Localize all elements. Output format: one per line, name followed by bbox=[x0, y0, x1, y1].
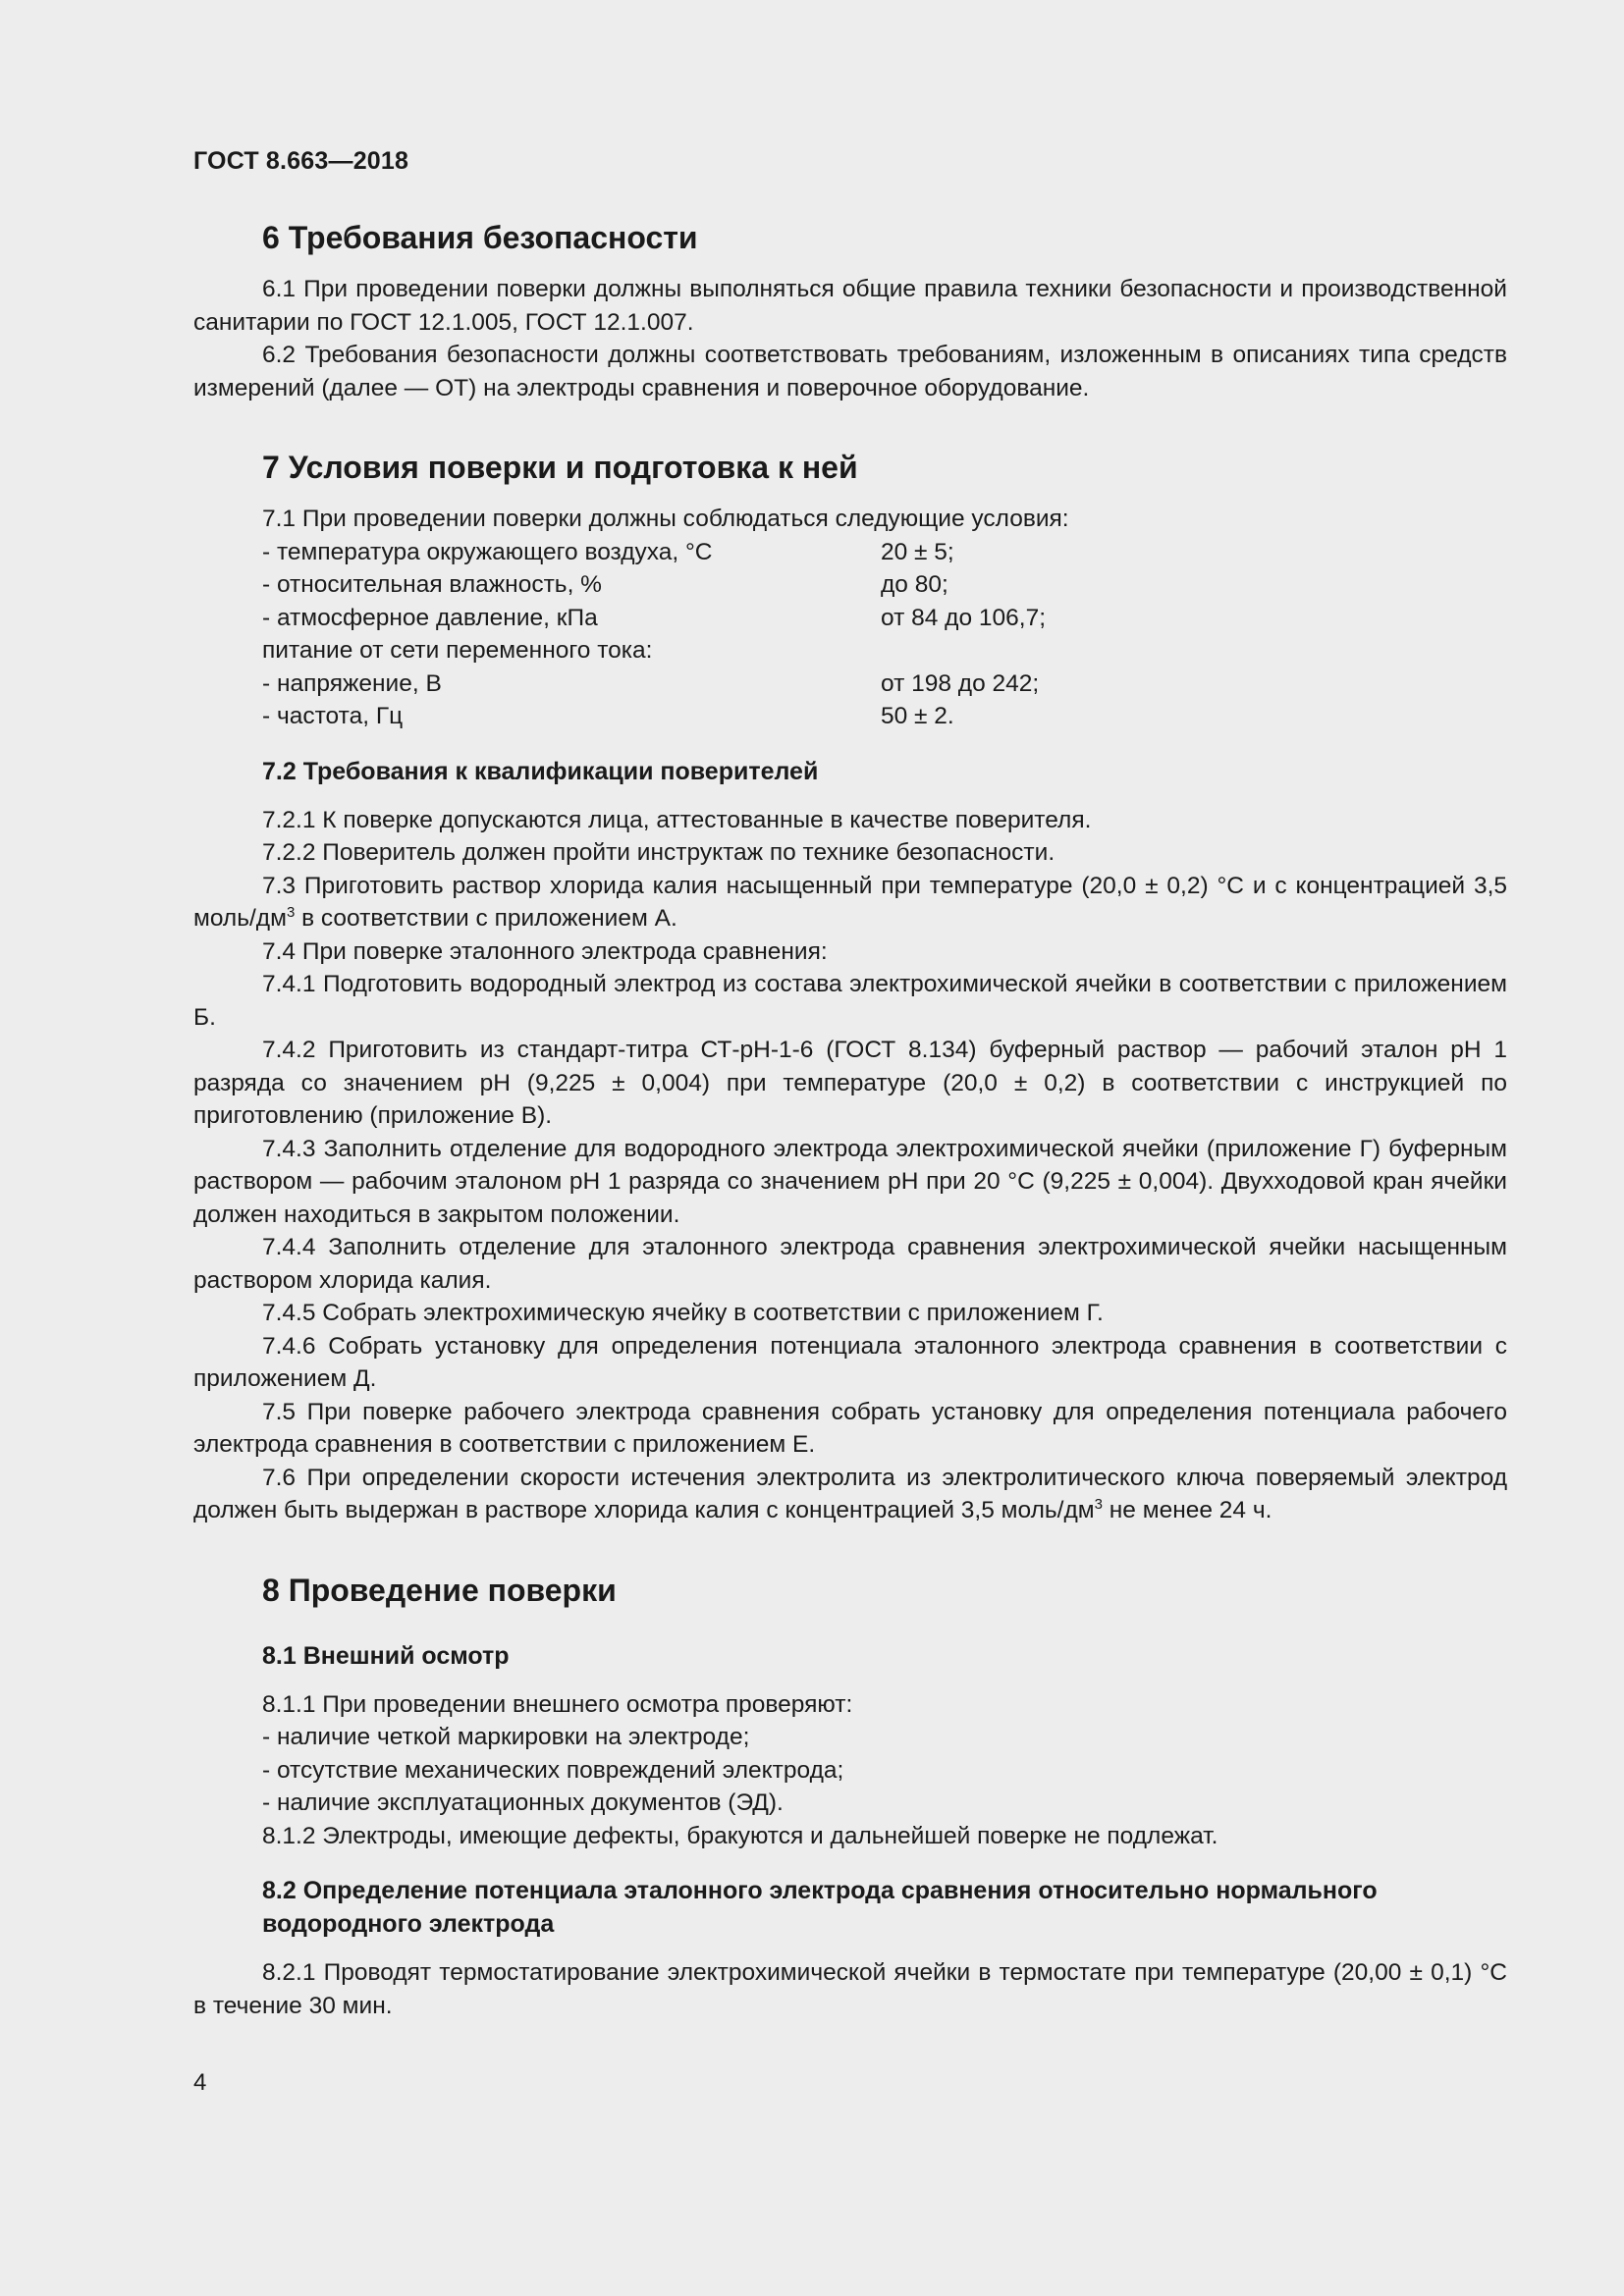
paragraph-6-2: 6.2 Требования безопасности должны соответствовать требованиям, изложенным в описаниях типа средств измерений (далее — ОТ) на электроды сравнения и поверочное оборудование. bbox=[193, 342, 1507, 401]
paragraph-8-1-1: 8.1.1 При проведении внешнего осмотра проверяют: bbox=[262, 1690, 853, 1718]
paragraph-7-4-5: 7.4.5 Собрать электрохимическую ячейку в соответствии с приложением Г. bbox=[262, 1300, 1104, 1326]
condition-row: - относительная влажность, % до 80; bbox=[262, 571, 948, 598]
subsection-8-1-title: 8.1 Внешний осмотр bbox=[262, 1641, 510, 1670]
condition-row: питание от сети переменного тока: bbox=[262, 637, 653, 664]
paragraph-7-1: 7.1 При проведении поверки должны соблюдаться следующие условия: bbox=[262, 506, 1069, 532]
subsection-8-2-title: 8.2 Определение потенциала эталонного электрода сравнения относительно нормального водородного электрода bbox=[262, 1877, 1378, 1938]
paragraph-7-4-3: 7.4.3 Заполнить отделение для водородного электрода электрохимической ячейки (приложение Г) буферным раствором — рабочим эталоном рН 1 разряда со значением рН при 20 °С (9,225 ± 0,004). Двухходовой кран ячейки должен находиться в закрытом положении. bbox=[193, 1135, 1507, 1228]
paragraph-6-1: 6.1 При проведении поверки должны выполняться общие правила техники безопасности и производственной санитарии по ГОСТ 12.1.005, ГОСТ 12.1.007. bbox=[193, 276, 1507, 336]
paragraph-7-2-1: 7.2.1 К поверке допускаются лица, аттестованные в качестве поверителя. bbox=[262, 806, 1092, 833]
condition-row: - частота, Гц 50 ± 2. bbox=[262, 703, 954, 729]
paragraph-8-1-2: 8.1.2 Электроды, имеющие дефекты, бракуются и дальнейшей поверке не подлежат. bbox=[262, 1822, 1218, 1849]
condition-row: - атмосферное давление, кПа от 84 до 106,7; bbox=[262, 604, 1047, 631]
paragraph-8-2-1: 8.2.1 Проводят термостатирование электрохимической ячейки в термостате при температуре (20,00 ± 0,1) °С в течение 30 мин. bbox=[193, 1959, 1507, 2019]
section-6-title: 6 Требования безопасности bbox=[262, 220, 698, 255]
conditions-list bbox=[193, 536, 1507, 733]
superscript: 3 bbox=[1094, 1495, 1103, 1513]
list-item: - отсутствие механических повреждений электрода; bbox=[262, 1756, 844, 1784]
paragraph-7-6: 7.6 При определении скорости истечения электролита из электролитического ключа поверяемый электрод должен быть выдержан в растворе хлорида калия с концентрацией 3,5 моль/$дм^3$ не менее 24 ч. bbox=[193, 1464, 1507, 1523]
page-number: 4 bbox=[193, 2069, 207, 2096]
condition-row: - напряжение, В от 198 до 242; bbox=[262, 669, 1040, 697]
document-header: ГОСТ 8.663—2018 bbox=[193, 147, 409, 175]
inspection-list bbox=[193, 1721, 1507, 1820]
list-item: - наличие эксплуатационных документов (ЭД). bbox=[262, 1789, 784, 1816]
paragraph-7-5: 7.5 При поверке рабочего электрода сравнения собрать установку для определения потенциала рабочего электрода сравнения в соответствии с приложением Е. bbox=[193, 1398, 1507, 1458]
list-item: - наличие четкой маркировки на электроде; bbox=[262, 1724, 750, 1750]
subsection-7-2-title: 7.2 Требования к квалификации поверителей bbox=[262, 757, 819, 785]
paragraph-7-2-2: 7.2.2 Поверитель должен пройти инструктаж по технике безопасности. bbox=[262, 839, 1056, 866]
paragraph-7-4-2: 7.4.2 Приготовить из стандарт-титра СТ-рН-1-6 (ГОСТ 8.134) буферный раствор — рабочий эталон рН 1 разряда со значением рН (9,225 ± 0,004) при температуре (20,0 ± 0,2) в соответствии с инструкцией по приготовлению (приложение В). bbox=[193, 1037, 1507, 1129]
paragraph-7-4: 7.4 При поверке эталонного электрода сравнения: bbox=[262, 937, 828, 965]
section-8-title: 8 Проведение поверки bbox=[262, 1572, 617, 1608]
paragraph-7-4-6: 7.4.6 Собрать установку для определения потенциала эталонного электрода сравнения в соответствии с приложением Д. bbox=[193, 1332, 1507, 1392]
superscript: 3 bbox=[286, 903, 296, 921]
paragraph-7-4-4: 7.4.4 Заполнить отделение для эталонного электрода сравнения электрохимической ячейки насыщенным раствором хлорида калия. bbox=[193, 1234, 1507, 1294]
paragraph-7-4-1: 7.4.1 Подготовить водородный электрод из состава электрохимической ячейки в соответствии с приложением Б. bbox=[193, 971, 1507, 1031]
condition-row: - температура окружающего воздуха, °С 20 ± 5; bbox=[262, 538, 954, 565]
section-7-title: 7 Условия поверки и подготовка к ней bbox=[262, 450, 858, 485]
document-body bbox=[193, 218, 1507, 2022]
paragraph-7-3: 7.3 Приготовить раствор хлорида калия насыщенный при температуре (20,0 ± 0,2) °С и с концентрацией 3,5 моль/$дм^3$ в соответствии с приложением А. bbox=[193, 872, 1507, 932]
